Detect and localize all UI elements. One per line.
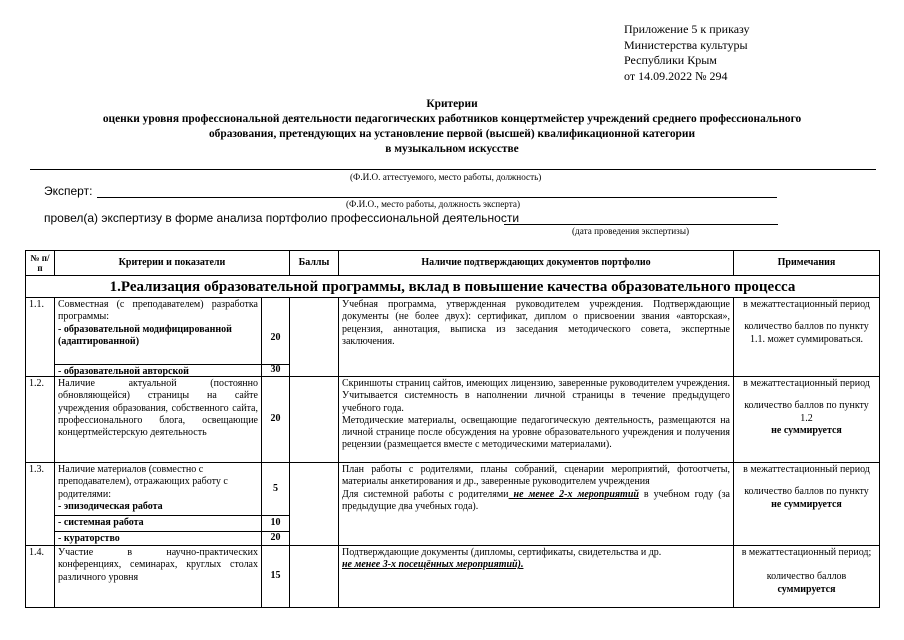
row-1-4-documents	[338, 545, 734, 608]
row-1-2-documents	[338, 376, 734, 463]
row-1-1-notes	[733, 297, 880, 377]
appendix-line: от 14.09.2022 № 294	[624, 68, 728, 83]
note-text: количество баллов	[766, 571, 847, 583]
row-1-1-points1: 20	[261, 297, 290, 365]
note-period: в межаттестационный период	[743, 378, 870, 389]
conducted-label: провел(а) экспертизу в форме анализа портфолио профессиональной деятельности	[44, 211, 520, 225]
appendix-line: Республики Крым	[624, 53, 717, 67]
row-1-3-criteria-option3: - кураторство	[54, 531, 262, 546]
documents-text: Подтверждающие документы (дипломы, сертификаты, свидетельства и др.	[342, 547, 662, 558]
note-period: в межаттестационный период	[743, 464, 870, 475]
documents-text: План работы с родителями, планы собраний, сценарии мероприятий, фотоотчеты, материалы анкетирования и др., заверенные руководителем учреждения	[342, 464, 730, 488]
documents-text: Методические материалы, освещающие педагогическую деятельность, размещаются на личной странице после обсуждения на уровне образовательного учреждения и получения рецензии (размещается вместе с методическими материалами).	[342, 414, 730, 451]
row-1-1-criteria	[54, 297, 262, 365]
row-1-2-score-cell[interactable]	[289, 376, 339, 463]
note-period: в межаттестационный период	[743, 299, 870, 310]
title-line: Критерии	[426, 98, 478, 110]
row-1-2-points: 20	[261, 376, 290, 463]
criteria-table	[25, 250, 880, 608]
documents-emphasis: не менее 3-х посещённых мероприятий).	[342, 559, 524, 571]
appendix-line: Приложение 5 к приказу	[624, 22, 750, 36]
row-1-1-score-cell[interactable]	[289, 297, 339, 377]
caption-expert: (Ф.И.О., место работы, должность эксперта)	[346, 199, 521, 209]
row-1-1-num: 1.1.	[25, 297, 55, 377]
row-1-2-notes	[733, 376, 880, 463]
row-1-3-documents	[338, 462, 734, 546]
header-criteria: Критерии и показатели	[54, 250, 290, 276]
row-1-3-points1: 5	[261, 462, 290, 516]
row-1-3-points2: 10	[261, 515, 290, 532]
row-1-3-notes	[733, 462, 880, 546]
row-1-4-notes	[733, 545, 880, 608]
row-1-4-criteria: Участие в научно-практических конференциях, семинарах, круглых столах различного уровня	[54, 545, 262, 608]
documents-text: Скриншоты страниц сайтов, имеющих лицензию, заверенные руководителем учреждения. Учитывается системность в наполнении личной страницы в течение предыдущего учебного года.	[342, 378, 730, 414]
row-1-4-num: 1.4.	[25, 545, 55, 608]
criteria-option: - эпизодическая работа	[58, 500, 163, 512]
header-points: Баллы	[289, 250, 339, 276]
date-field[interactable]	[504, 224, 778, 225]
row-1-4-score-cell[interactable]	[289, 545, 339, 608]
caption-attested: (Ф.И.О. аттестуемого, место работы, должность)	[350, 172, 542, 182]
documents-text	[342, 489, 730, 514]
documents-text-part: в учебном году (за предыдущие два учебных года).	[342, 488, 730, 512]
documents-emphasis: не менее 2-х мероприятий	[508, 488, 639, 500]
documents-text-part: Для системной работы с родителями	[342, 488, 509, 500]
row-1-2-num: 1.2.	[25, 376, 55, 463]
attested-line[interactable]	[30, 169, 876, 170]
note-text: количество баллов по пункту 1.1. может суммироваться.	[744, 321, 869, 345]
criteria-text: Совместная (с преподавателем) разработка программы:	[58, 299, 258, 323]
note-emphasis: не суммируется	[771, 424, 842, 436]
caption-date: (дата проведения экспертизы)	[572, 226, 690, 236]
row-1-3-num: 1.3.	[25, 462, 55, 546]
title-line: в музыкальном искусстве	[385, 143, 519, 155]
header-notes: Примечания	[733, 250, 880, 276]
document-title	[0, 97, 904, 157]
section-title: 1.Реализация образовательной программы, вклад в повышение качества образовательного процесса	[25, 275, 880, 298]
row-1-1-points2: 30	[261, 364, 290, 377]
note-emphasis: не суммируется	[771, 498, 842, 510]
criteria-text: Наличие материалов (совместно с преподавателем), отражающих работу с родителями:	[58, 464, 228, 500]
criteria-option: - образовательной модифицированной (адаптированной)	[58, 323, 232, 347]
row-1-3-criteria-option2: - системная работа	[54, 515, 262, 532]
title-line: образования, претендующих на установление первой (высшей) квалификационной категории	[208, 128, 696, 140]
appendix-block	[624, 22, 750, 84]
note-text: количество баллов по пункту 1.2	[744, 400, 869, 424]
note-text: количество баллов по пункту	[744, 486, 869, 498]
row-1-4-points: 15	[261, 545, 290, 608]
appendix-line: Министерства культуры	[624, 37, 748, 52]
row-1-3-score-cell[interactable]	[289, 462, 339, 546]
title-line: оценки уровня профессиональной деятельности педагогических работников концертмейстер учреждений среднего профессионального	[102, 113, 802, 125]
row-1-3-criteria	[54, 462, 262, 516]
expert-label: Эксперт:	[44, 184, 93, 198]
row-1-1-documents: Учебная программа, утвержденная руководителем учреждения. Подтверждающие документы (не более двух): сертификат, диплом о присвоении звания «авторская», рецензия, аннотация, выписка из заседания методического совета, экспертные заключения.	[338, 297, 734, 377]
row-1-1-criteria-option2: - образовательной авторской	[54, 364, 262, 377]
note-period: в межаттестационный период;	[741, 547, 872, 558]
note-emphasis: суммируется	[777, 583, 836, 595]
row-1-2-criteria: Наличие актуальной (постоянно обновляющейся) страницы на сайте учреждения образования, собственного сайта, профессионального блога, освещающие концертмейстерскую деятельность	[54, 376, 262, 463]
header-documents: Наличие подтверждающих документов портфолио	[338, 250, 734, 276]
expert-field[interactable]	[97, 197, 777, 198]
header-num: № п/п	[25, 250, 55, 276]
row-1-3-points3: 20	[261, 531, 290, 546]
